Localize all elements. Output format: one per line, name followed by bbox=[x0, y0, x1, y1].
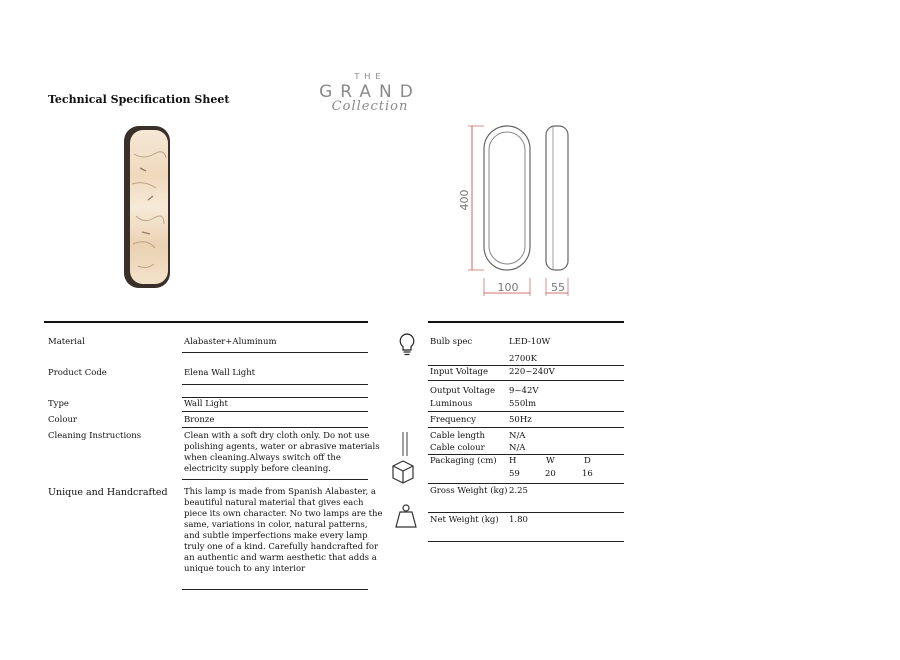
luminous-label: Luminous bbox=[430, 399, 473, 409]
box-icon bbox=[391, 459, 415, 485]
cable-length-label: Cable length bbox=[430, 431, 486, 441]
left-rule-2 bbox=[182, 384, 368, 385]
gross-weight-label: Gross Weight (kg) bbox=[430, 486, 508, 496]
frequency-value: 50Hz bbox=[509, 415, 532, 425]
left-rule-6 bbox=[182, 479, 368, 480]
type-label: Type bbox=[48, 399, 69, 409]
material-label: Material bbox=[48, 337, 85, 347]
bulb-temperature: 2700K bbox=[509, 354, 537, 364]
cleaning-text: Clean with a soft dry cloth only. Do not use polishing agents, water or abrasive materials when cleaning.Always switch off the electricity supply before cleaning. bbox=[184, 431, 380, 474]
net-weight-value: 1.80 bbox=[509, 515, 528, 525]
output-voltage-value: 9~42V bbox=[509, 386, 539, 396]
right-rule-3 bbox=[428, 411, 624, 412]
cable-colour-value: N/A bbox=[509, 443, 526, 453]
packaging-label: Packaging (cm) bbox=[430, 456, 497, 466]
packaging-h-value: 59 bbox=[509, 469, 520, 479]
output-voltage-label: Output Voltage bbox=[430, 386, 496, 396]
weight-icon bbox=[394, 503, 418, 529]
input-voltage-value: 220~240V bbox=[509, 367, 555, 377]
dimension-width: 100 bbox=[497, 281, 519, 294]
cable-icon bbox=[400, 431, 410, 457]
right-rule-7 bbox=[428, 512, 624, 513]
packaging-d-value: 16 bbox=[582, 469, 593, 479]
right-table-top-rule bbox=[428, 321, 624, 323]
unique-label: Unique and Handcrafted bbox=[48, 487, 168, 498]
packaging-d-label: D bbox=[584, 456, 591, 466]
left-rule-7 bbox=[182, 589, 368, 590]
logo-line-1: THE bbox=[354, 72, 386, 81]
packaging-w-value: 20 bbox=[545, 469, 556, 479]
page-title: Technical Specification Sheet bbox=[48, 93, 230, 106]
logo-line-2: GRAND bbox=[319, 82, 421, 102]
technical-drawing bbox=[452, 120, 582, 300]
unique-text: This lamp is made from Spanish Alabaster, a beautiful natural material that gives each piece its own character. No two lamps are the same, variations in color, natural patterns, and subtle imperfections make every lamp truly one of a kind. Carefully handcrafted for an authentic and warm aesthetic that adds a unique touch to any interior bbox=[184, 487, 383, 574]
packaging-h-label: H bbox=[509, 456, 517, 466]
colour-label: Colour bbox=[48, 415, 77, 425]
product-code-value: Elena Wall Light bbox=[184, 368, 256, 378]
product-image bbox=[118, 124, 174, 290]
product-code-label: Product Code bbox=[48, 368, 107, 378]
bulb-label: Bulb spec bbox=[430, 337, 473, 347]
material-value: Alabaster+Aluminum bbox=[184, 337, 277, 347]
bulb-icon bbox=[398, 332, 416, 358]
colour-value: Bronze bbox=[184, 415, 215, 425]
right-rule-1 bbox=[428, 365, 624, 366]
type-value: Wall Light bbox=[184, 399, 228, 409]
right-rule-8 bbox=[428, 541, 624, 542]
cleaning-label: Cleaning Instructions bbox=[48, 431, 142, 441]
dimension-depth: 55 bbox=[551, 281, 565, 294]
cable-length-value: N/A bbox=[509, 431, 526, 441]
right-rule-2 bbox=[428, 380, 624, 381]
bulb-value: LED-10W bbox=[509, 337, 551, 347]
left-rule-5 bbox=[182, 427, 368, 428]
frequency-label: Frequency bbox=[430, 415, 476, 425]
dimension-height: 400 bbox=[458, 189, 471, 211]
right-rule-6 bbox=[428, 483, 624, 484]
right-rule-4 bbox=[428, 427, 624, 428]
left-rule-1 bbox=[182, 352, 368, 353]
left-rule-4 bbox=[182, 411, 368, 412]
brand-logo bbox=[300, 72, 440, 114]
luminous-value: 550lm bbox=[509, 399, 537, 409]
net-weight-label: Net Weight (kg) bbox=[430, 515, 499, 525]
gross-weight-value: 2.25 bbox=[509, 486, 528, 496]
right-rule-5 bbox=[428, 454, 624, 455]
cable-colour-label: Cable colour bbox=[430, 443, 485, 453]
logo-line-3: Collection bbox=[331, 99, 409, 114]
packaging-w-label: W bbox=[546, 456, 555, 466]
input-voltage-label: Input Voltage bbox=[430, 367, 489, 377]
left-table-top-rule bbox=[44, 321, 368, 323]
left-rule-3 bbox=[182, 397, 368, 398]
